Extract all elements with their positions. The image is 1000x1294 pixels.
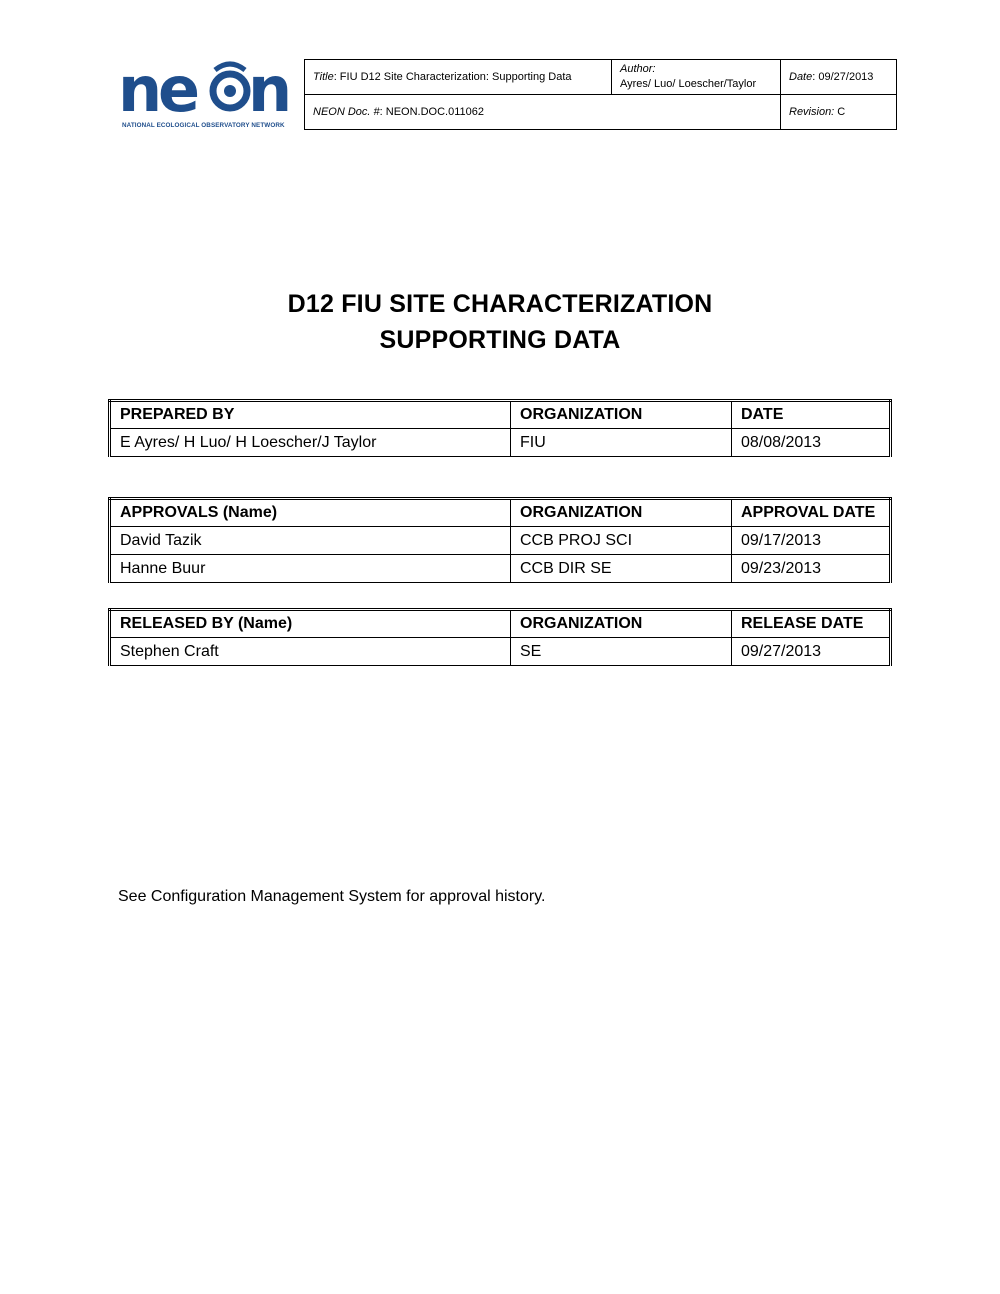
column-header: DATE: [732, 401, 891, 429]
svg-text:n: n: [118, 58, 161, 120]
column-header: APPROVALS (Name): [110, 499, 511, 527]
prepared-by-table: [108, 399, 892, 457]
neon-logo-mark: [118, 58, 296, 120]
header-doc-value: : NEON.DOC.011062: [379, 105, 484, 118]
table-header-row: [110, 610, 891, 638]
column-header: ORGANIZATION: [511, 401, 732, 429]
table-cell: Stephen Craft: [110, 638, 511, 666]
header-title-value: : FIU D12 Site Characterization: Supporting Data: [333, 70, 572, 83]
column-header: ORGANIZATION: [511, 499, 732, 527]
header-title-label: Title: [313, 70, 334, 83]
table-cell: E Ayres/ H Luo/ H Loescher/J Taylor: [110, 429, 511, 457]
header-doc-cell: [305, 95, 781, 130]
header-author-cell: Author: Ayres/ Luo/ Loescher/Taylor: [612, 60, 781, 95]
table-cell: 08/08/2013: [732, 429, 891, 457]
table-cell: CCB PROJ SCI: [511, 527, 732, 555]
table-cell: 09/17/2013: [732, 527, 891, 555]
header-revision-label: Revision:: [789, 105, 835, 118]
table-header-row: [110, 499, 891, 527]
header-author-label: Author: [620, 63, 653, 75]
header-title-cell: [305, 60, 612, 95]
svg-text:e: e: [158, 58, 199, 120]
table-header-row: [110, 401, 891, 429]
table-cell: 09/23/2013: [732, 555, 891, 583]
table-cell: 09/27/2013: [732, 638, 891, 666]
document-title-line2: SUPPORTING DATA: [379, 326, 621, 354]
logo-caption: NATIONAL ECOLOGICAL OBSERVATORY NETWORK: [122, 122, 285, 129]
header-doc-label: NEON Doc. #: [313, 105, 380, 118]
header-revision-value: C: [834, 105, 846, 118]
table-cell: FIU: [511, 429, 732, 457]
svg-text:n: n: [248, 58, 291, 120]
column-header: RELEASED BY (Name): [110, 610, 511, 638]
neon-logo: [118, 58, 296, 132]
table-cell: CCB DIR SE: [511, 555, 732, 583]
header-revision-cell: [781, 95, 897, 130]
header-date-value: : 09/27/2013: [812, 70, 874, 83]
table-row: [110, 638, 891, 666]
table-cell: SE: [511, 638, 732, 666]
column-header: RELEASE DATE: [732, 610, 891, 638]
approval-history-note: See Configuration Management System for approval history.: [118, 888, 546, 905]
approvals-table: [108, 497, 892, 583]
table-cell: David Tazik: [110, 527, 511, 555]
document-header-table: [304, 59, 897, 130]
table-row: [110, 429, 891, 457]
table-row: [110, 527, 891, 555]
column-header: APPROVAL DATE: [732, 499, 891, 527]
column-header: PREPARED BY: [110, 401, 511, 429]
header-date-cell: [781, 60, 897, 95]
header-author-value: Ayres/ Luo/ Loescher/Taylor: [620, 78, 757, 90]
document-title: [0, 286, 1000, 358]
header-date-label: Date: [789, 70, 813, 83]
document-title-line1: D12 FIU SITE CHARACTERIZATION: [287, 290, 713, 318]
column-header: ORGANIZATION: [511, 610, 732, 638]
table-cell: Hanne Buur: [110, 555, 511, 583]
table-row: [110, 555, 891, 583]
released-by-table: [108, 608, 892, 666]
